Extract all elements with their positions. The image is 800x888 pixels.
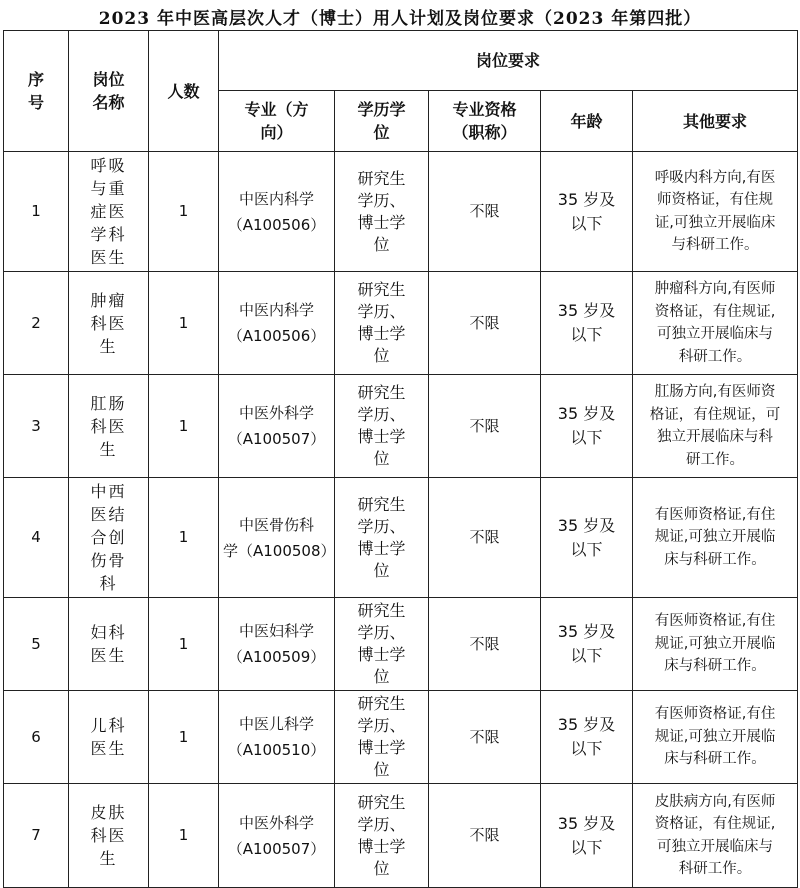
cell-education: 研究生 学历、 博士学 位 bbox=[335, 375, 429, 478]
cell-age: 35 岁及 以下 bbox=[541, 272, 633, 375]
cell-qualification: 不限 bbox=[429, 478, 541, 598]
header-position: 岗位 名称 bbox=[69, 31, 149, 152]
cell-major: 中医内科学 （A100506） bbox=[219, 152, 335, 272]
header-seq: 序 号 bbox=[4, 31, 69, 152]
cell-age: 35 岁及 以下 bbox=[541, 152, 633, 272]
cell-seq: 2 bbox=[4, 272, 69, 375]
cell-position: 皮肤 科医 生 bbox=[69, 784, 149, 888]
table-row bbox=[4, 152, 798, 272]
cell-seq: 7 bbox=[4, 784, 69, 888]
cell-qualification: 不限 bbox=[429, 691, 541, 784]
table-row bbox=[4, 691, 798, 784]
cell-seq: 4 bbox=[4, 478, 69, 598]
cell-position: 肿瘤 科医 生 bbox=[69, 272, 149, 375]
cell-seq: 3 bbox=[4, 375, 69, 478]
header-requirements: 岗位要求 bbox=[219, 31, 798, 91]
cell-qualification: 不限 bbox=[429, 784, 541, 888]
cell-other: 皮肤病方向,有医师 资格证，有住规证, 可独立开展临床与 科研工作。 bbox=[633, 784, 798, 888]
cell-qualification: 不限 bbox=[429, 375, 541, 478]
cell-position: 呼吸 与重 症医 学科 医生 bbox=[69, 152, 149, 272]
cell-count: 1 bbox=[149, 375, 219, 478]
cell-count: 1 bbox=[149, 152, 219, 272]
cell-major: 中医骨伤科 学（A100508） bbox=[219, 478, 335, 598]
recruitment-table bbox=[3, 30, 798, 888]
cell-qualification: 不限 bbox=[429, 272, 541, 375]
cell-qualification: 不限 bbox=[429, 152, 541, 272]
cell-education: 研究生 学历、 博士学 位 bbox=[335, 272, 429, 375]
header-row-main bbox=[4, 31, 798, 91]
table-row bbox=[4, 272, 798, 375]
cell-count: 1 bbox=[149, 598, 219, 691]
cell-seq: 6 bbox=[4, 691, 69, 784]
table-row bbox=[4, 784, 798, 888]
cell-age: 35 岁及 以下 bbox=[541, 375, 633, 478]
cell-other: 有医师资格证,有住 规证,可独立开展临 床与科研工作。 bbox=[633, 691, 798, 784]
cell-other: 呼吸内科方向,有医 师资格证，有住规 证,可独立开展临床 与科研工作。 bbox=[633, 152, 798, 272]
cell-position: 中西 医结 合创 伤骨 科 bbox=[69, 478, 149, 598]
document-title: 2023 年中医高层次人才（博士）用人计划及岗位要求（2023 年第四批） bbox=[98, 9, 702, 29]
cell-major: 中医外科学 （A100507） bbox=[219, 375, 335, 478]
cell-count: 1 bbox=[149, 272, 219, 375]
cell-age: 35 岁及 以下 bbox=[541, 478, 633, 598]
cell-age: 35 岁及 以下 bbox=[541, 691, 633, 784]
cell-major: 中医外科学 （A100507） bbox=[219, 784, 335, 888]
cell-education: 研究生 学历、 博士学 位 bbox=[335, 784, 429, 888]
cell-seq: 1 bbox=[4, 152, 69, 272]
table-body bbox=[4, 152, 798, 888]
cell-count: 1 bbox=[149, 784, 219, 888]
cell-position: 肛肠 科医 生 bbox=[69, 375, 149, 478]
table-row bbox=[4, 598, 798, 691]
header-other: 其他要求 bbox=[633, 91, 798, 152]
cell-age: 35 岁及 以下 bbox=[541, 784, 633, 888]
cell-education: 研究生 学历、 博士学 位 bbox=[335, 598, 429, 691]
header-count: 人数 bbox=[149, 31, 219, 152]
cell-other: 肿瘤科方向,有医师 资格证，有住规证, 可独立开展临床与 科研工作。 bbox=[633, 272, 798, 375]
header-qualification: 专业资格 （职称） bbox=[429, 91, 541, 152]
cell-count: 1 bbox=[149, 478, 219, 598]
cell-education: 研究生 学历、 博士学 位 bbox=[335, 691, 429, 784]
cell-qualification: 不限 bbox=[429, 598, 541, 691]
cell-other: 肛肠方向,有医师资 格证，有住规证，可 独立开展临床与科 研工作。 bbox=[633, 375, 798, 478]
cell-other: 有医师资格证,有住 规证,可独立开展临 床与科研工作。 bbox=[633, 478, 798, 598]
header-age: 年龄 bbox=[541, 91, 633, 152]
header-major: 专业（方 向） bbox=[219, 91, 335, 152]
cell-seq: 5 bbox=[4, 598, 69, 691]
cell-count: 1 bbox=[149, 691, 219, 784]
cell-major: 中医儿科学 （A100510） bbox=[219, 691, 335, 784]
cell-major: 中医妇科学 （A100509） bbox=[219, 598, 335, 691]
cell-education: 研究生 学历、 博士学 位 bbox=[335, 478, 429, 598]
cell-position: 儿科 医生 bbox=[69, 691, 149, 784]
table-row bbox=[4, 478, 798, 598]
cell-position: 妇科 医生 bbox=[69, 598, 149, 691]
header-education: 学历学 位 bbox=[335, 91, 429, 152]
cell-major: 中医内科学 （A100506） bbox=[219, 272, 335, 375]
table-row bbox=[4, 375, 798, 478]
cell-education: 研究生 学历、 博士学 位 bbox=[335, 152, 429, 272]
cell-other: 有医师资格证,有住 规证,可独立开展临 床与科研工作。 bbox=[633, 598, 798, 691]
cell-age: 35 岁及 以下 bbox=[541, 598, 633, 691]
